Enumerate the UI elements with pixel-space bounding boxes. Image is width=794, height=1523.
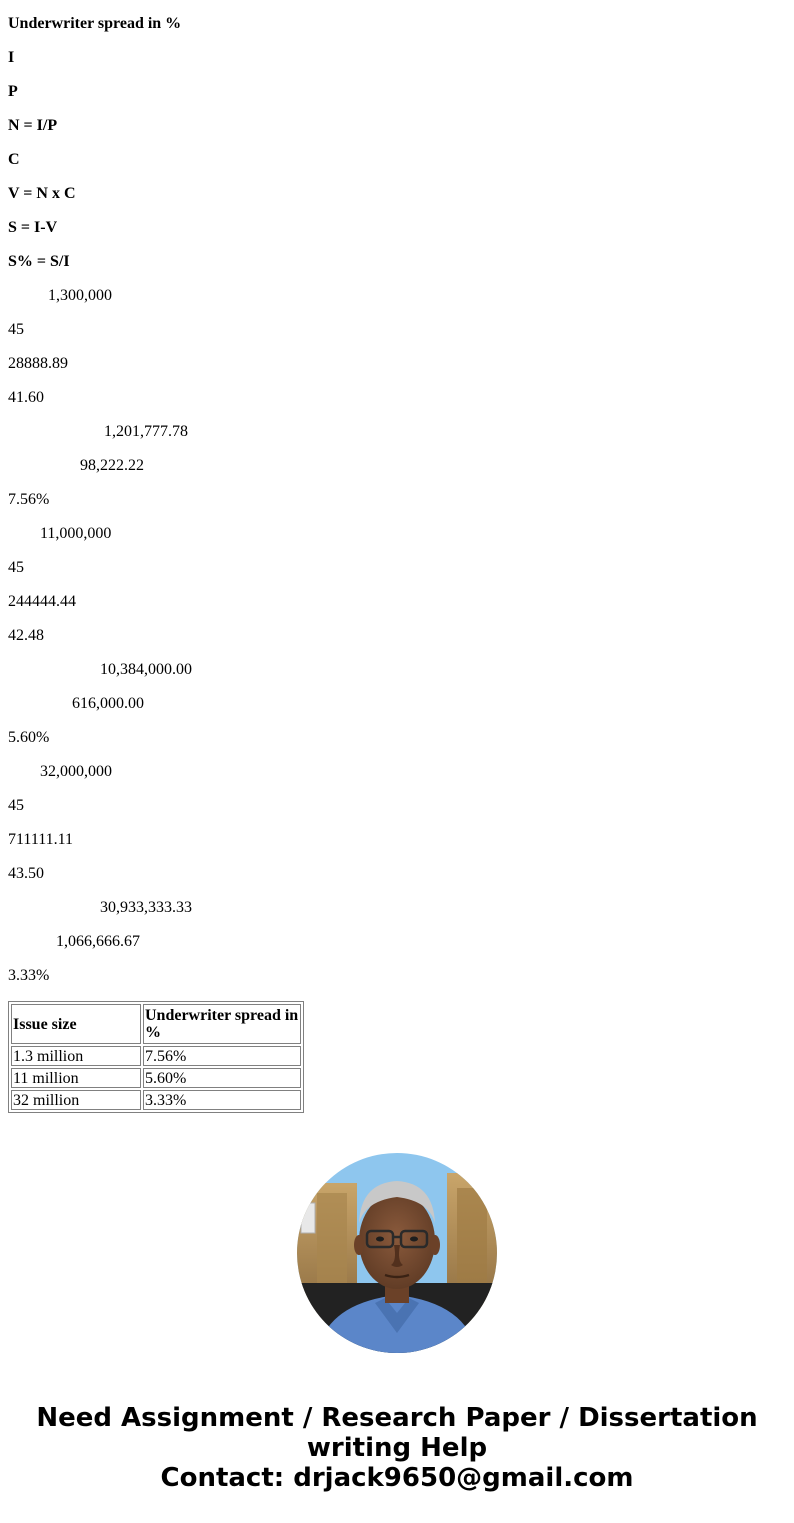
formula-c: C [8, 151, 20, 168]
summary-cell-issue: 1.3 million [11, 1046, 141, 1066]
summary-header-issue-size: Issue size [11, 1004, 141, 1044]
calc-1-value: 1,201,777.78 [104, 423, 188, 440]
calc-2-spread-line [8, 680, 786, 714]
calc-3-shares: 711111.11 [8, 831, 74, 848]
calc-1-spread-pct-line [8, 476, 786, 510]
table-row [11, 1068, 301, 1088]
calc-3-spread-pct: 3.33% [8, 967, 50, 984]
formula-spct: S% = S/I [8, 253, 70, 270]
calc-1-spread: 98,222.22 [80, 457, 144, 474]
calc-2-spread-pct: 5.60% [8, 729, 50, 746]
author-avatar [297, 1153, 497, 1353]
calc-1-price-line [8, 306, 786, 340]
contact-banner [0, 1403, 794, 1493]
summary-cell-spread: 5.60% [143, 1068, 301, 1088]
calc-1-spread-line [8, 442, 786, 476]
table-row [11, 1090, 301, 1110]
calc-2-issue-line [8, 510, 786, 544]
calc-3-issue-line [8, 748, 786, 782]
calc-1-shares-line [8, 340, 786, 374]
formula-spct-line [8, 238, 786, 272]
calc-1-price: 45 [8, 321, 24, 338]
banner-line-2: writing Help [306, 1433, 488, 1463]
calc-2-net-price-line [8, 612, 786, 646]
calc-3-value: 30,933,333.33 [100, 899, 192, 916]
document-body [8, 0, 786, 986]
calc-2-spread-pct-line [8, 714, 786, 748]
calc-3-price: 45 [8, 797, 24, 814]
calc-1-net-price-line [8, 374, 786, 408]
summary-cell-spread: 7.56% [143, 1046, 301, 1066]
summary-table [8, 1001, 304, 1113]
calc-1-issue-line [8, 272, 786, 306]
calc-2-shares: 244444.44 [8, 593, 76, 610]
banner-line-1: Need Assignment / Research Paper / Dissertation [36, 1403, 758, 1433]
person-portrait-icon [297, 1153, 497, 1353]
formula-c-line [8, 136, 786, 170]
summary-header-spread: Underwriter spread in % [143, 1004, 301, 1044]
formula-s: S = I-V [8, 219, 58, 236]
calc-2-value-line [8, 646, 786, 680]
calc-2-issue: 11,000,000 [40, 525, 112, 542]
calc-1-issue: 1,300,000 [48, 287, 112, 304]
summary-cell-issue: 32 million [11, 1090, 141, 1110]
formula-p-line [8, 68, 786, 102]
summary-cell-spread: 3.33% [143, 1090, 301, 1110]
formula-n: N = I/P [8, 117, 58, 134]
formula-title: Underwriter spread in % [8, 15, 182, 32]
calc-3-spread: 1,066,666.67 [56, 933, 140, 950]
calc-1-net-price: 41.60 [8, 389, 44, 406]
calc-3-value-line [8, 884, 786, 918]
summary-cell-issue: 11 million [11, 1068, 141, 1088]
calc-3-net-price-line [8, 850, 786, 884]
calc-2-value: 10,384,000.00 [100, 661, 192, 678]
calc-1-shares: 28888.89 [8, 355, 68, 372]
table-row [11, 1046, 301, 1066]
calc-1-value-line [8, 408, 786, 442]
formula-n-line [8, 102, 786, 136]
banner-contact: Contact: drjack9650@gmail.com [160, 1463, 634, 1493]
formula-title-line [8, 0, 786, 34]
formula-p: P [8, 83, 18, 100]
calc-1-spread-pct: 7.56% [8, 491, 50, 508]
calc-2-spread: 616,000.00 [72, 695, 144, 712]
calc-2-price-line [8, 544, 786, 578]
calc-3-issue: 32,000,000 [40, 763, 112, 780]
calc-3-price-line [8, 782, 786, 816]
calc-3-spread-line [8, 918, 786, 952]
formula-v: V = N x C [8, 185, 76, 202]
calc-3-net-price: 43.50 [8, 865, 44, 882]
formula-i: I [8, 49, 15, 66]
calc-2-shares-line [8, 578, 786, 612]
formula-i-line [8, 34, 786, 68]
formula-v-line [8, 170, 786, 204]
calc-3-spread-pct-line [8, 952, 786, 986]
formula-s-line [8, 204, 786, 238]
calc-2-net-price: 42.48 [8, 627, 44, 644]
summary-header-row [11, 1004, 301, 1044]
calc-2-price: 45 [8, 559, 24, 576]
calc-3-shares-line [8, 816, 786, 850]
